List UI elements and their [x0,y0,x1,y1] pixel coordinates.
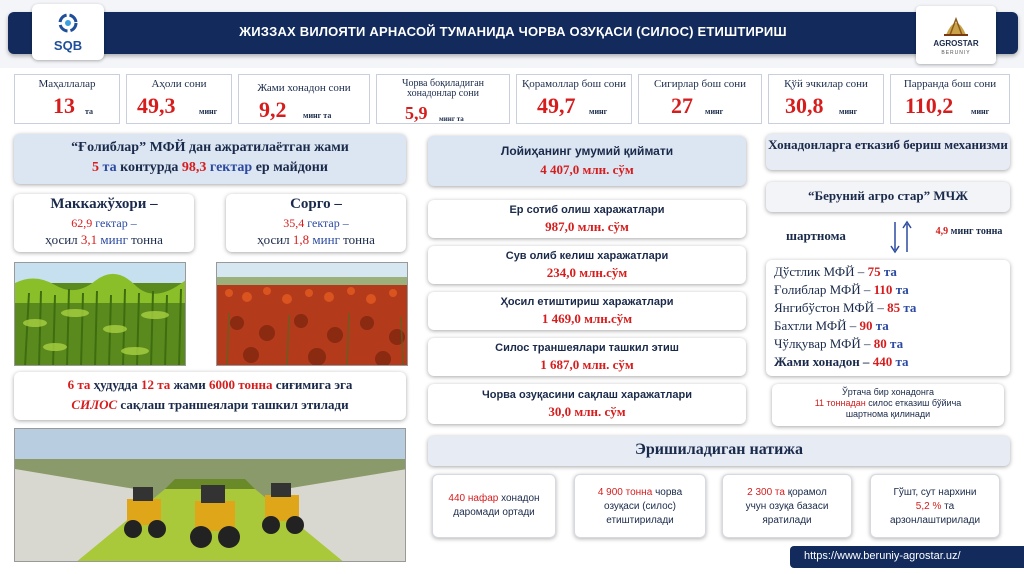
distribution-name: Бахтли МФЙ – [774,318,857,333]
stat-label: Аҳоли сони [151,78,207,90]
sqb-logo[interactable] [32,4,104,60]
crop-area-unit: гектар – [307,216,349,230]
stat-label: Парранда бош сони [903,78,997,90]
cost-label: Ер сотиб олиш харажатлари [509,204,665,216]
distribution-item [774,264,897,280]
stat-value: 27 [671,93,693,118]
distribution-name: Чўлқувар МФЙ – [774,336,871,351]
result-line1 [575,487,705,498]
average-line3: шартнома қилинади [845,409,931,419]
stat-label: Қорамоллар бош сони [521,78,627,90]
cost-value: 1 687,0 млн. сўм [540,357,634,372]
crop-harvest-unit: минг [312,232,340,247]
sqb-logo-icon [57,12,79,34]
result-line2: учун озуқа базаси [745,501,829,512]
cost-value: 1 469,0 млн.сўм [541,311,633,326]
result-text1: қорамол [787,487,827,498]
agrostar-logo-icon [942,11,970,37]
stat-unit: минг [705,107,724,116]
stat-unit: минг та [439,115,464,123]
distribution-value: 80 [873,336,887,351]
footer-url-bar[interactable] [790,546,1024,568]
stat-unit: минг та [303,111,332,120]
trench-t1: ҳудудда [93,377,138,392]
result-line2: даромади ортади [453,507,535,518]
distribution-item [774,318,889,334]
crop-harvest-unit: минг [100,232,128,247]
stat-label: Чорва боқиладиган хонадонлар сони [401,78,485,99]
result-red: 4 900 тонна [597,487,653,498]
title-banner [8,12,1018,54]
cost-label: Лойиҳанинг умумий қиймати [500,144,674,158]
result-text1: хонадон [501,493,540,504]
crop-name: Сорго – [290,196,342,212]
cost-value: 234,0 млн.сўм [546,265,628,280]
crop-area-unit: гектар – [95,216,137,230]
land-line2 [14,160,406,176]
delivery-mechanism-header [766,134,1010,170]
cost-label: Силос траншеялари ташкил этиш [495,342,679,354]
average-box [772,384,1004,426]
cost-label: Чорва озуқасини сақлаш харажатлари [482,389,692,401]
agrostar-logo-sub: BERUNIY [941,50,971,56]
footer-url-link[interactable]: https://www.beruniy-agrostar.uz/ [804,550,961,562]
distribution-value: 440 [872,354,893,369]
average-line2 [772,398,1004,409]
stats-row [14,74,1010,124]
crop-area-value: 62,9 [71,216,93,230]
average-red: 11 тоннадан [814,398,866,408]
result-line3: арзонлаштирилади [889,515,981,526]
stat-unit: минг [839,107,858,116]
land-area-unit: гектар [209,160,253,175]
stat-unit: минг [971,107,990,116]
crop-harvest-value: 3,1 [80,232,98,247]
distribution-unit: та [895,354,909,369]
delivery-title: Хонадонларга етказиб бериш механизми [768,137,1008,152]
distribution-unit: та [875,318,889,333]
sqb-logo-text: SQB [53,38,83,53]
contract-amount [934,226,1004,238]
distribution-list [766,260,1010,376]
stat-chorva-honadon [376,74,510,124]
cost-label: Ҳосил етиштириш харажатлари [500,296,674,308]
trench-line1 [14,377,406,393]
result-line2: озуқаси (силос) [604,501,676,512]
stat-value: 9,2 [259,97,287,122]
distribution-unit: та [895,282,909,297]
crop-harvest-pre: ҳосил [45,232,78,247]
stat-value: 5,9 [405,103,428,123]
cost-storage-box [428,384,746,424]
result-card-price [870,474,1000,538]
crop-harvest-post: тонна [131,232,163,247]
stat-qoy-echki [768,74,884,124]
stat-label: Маҳаллалар [38,78,96,90]
result-line1 [723,487,851,498]
result-line3: яратилади [762,515,812,526]
distribution-name: Жами хонадон – [774,354,870,369]
company-box [766,182,1010,212]
crop-corn-box [14,194,194,252]
corn-field-image [15,263,186,366]
result-red: 2 300 та [747,487,785,498]
land-area: 98,3 [181,160,207,175]
trench-t3: сиғимига эга [275,377,353,392]
distribution-unit: та [903,300,917,315]
distribution-value: 90 [859,318,873,333]
results-title: Эришиладиган натижа [635,441,803,458]
distribution-value: 85 [887,300,901,315]
result-line1: Гўшт, сут нархини [893,487,977,498]
silage-trench-photo [14,428,406,562]
cost-value: 4 407,0 млн. сўм [540,162,634,177]
silage-trench-image [15,429,406,562]
result-line2 [871,501,999,512]
distribution-value: 110 [873,282,893,297]
trench-n3: 6000 тонна [209,377,273,392]
distribution-item [774,282,909,298]
crop-area [226,216,406,231]
crop-harvest-value: 1,8 [292,232,310,247]
stat-unit: минг [589,107,608,116]
result-card-feed-base [722,474,852,538]
result-card-silage [574,474,706,538]
land-tail: ер майдони [255,160,328,175]
distribution-value: 75 [867,264,881,279]
result-red: 440 нафар [448,493,499,504]
trench-t4: сақлаш траншеялари ташкил этилади [120,397,349,412]
distribution-item [774,300,916,316]
trench-n1: 6 та [67,377,91,392]
stat-qoramollar [516,74,632,124]
stat-mahallalar [14,74,120,124]
corn-field-photo [14,262,186,366]
stat-value: 110,2 [905,93,954,118]
stat-honadon [238,74,370,124]
stat-value: 49,3 [137,93,176,118]
stat-value: 30,8 [785,93,824,118]
cost-water-box [428,246,746,284]
header [0,0,1024,68]
crop-harvest-pre: ҳосил [257,232,290,247]
page-title: ЖИЗЗАХ ВИЛОЯТИ АРНАСОЙ ТУМАНИДА ЧОРВА ОЗУҚАСИ (СИЛОС) ЕТИШТИРИШ [239,24,787,39]
crop-name: Маккажўхори – [50,196,158,212]
agrostar-logo[interactable] [916,6,996,64]
distribution-unit: та [890,336,904,351]
average-text: силос етказиш бўйича [868,398,962,408]
result-card-income [432,474,556,538]
trench-t2: жами [173,377,206,392]
distribution-unit: та [883,264,897,279]
results-header [428,436,1010,466]
cost-label: Сув олиб келиш харажатлари [505,250,669,262]
company-name: “Беруний агро стар” МЧЖ [808,188,968,203]
stat-label: Сигирлар бош сони [653,78,747,90]
trench-n2: 12 та [140,377,171,392]
crop-area-value: 35,4 [283,216,305,230]
cost-trench-box [428,338,746,376]
stat-value: 13 [53,93,75,118]
sorghum-field-image [217,263,408,366]
distribution-name: Ғолиблар МФЙ – [774,282,871,297]
contract-label: шартнома [786,228,846,243]
trench-word: СИЛОС [71,397,118,412]
stat-value: 49,7 [537,93,576,118]
contract-amount-value: 4,9 [935,226,949,237]
crop-harvest [226,232,406,248]
land-count: 5 [92,160,100,175]
distribution-total [774,354,908,370]
result-text2: та [944,501,955,512]
agrostar-logo-text: AGROSTAR [933,39,979,48]
trench-line2 [14,397,406,413]
stat-aholi [126,74,232,124]
crop-harvest [14,232,194,248]
crop-sorghum-box [226,194,406,252]
stat-unit: минг [199,107,218,116]
distribution-item [774,336,903,352]
land-allocation-box [14,134,406,184]
cost-value: 987,0 млн. сўм [545,219,629,234]
average-line1: Ўртача бир хонадонга [842,387,934,397]
result-line3: етиштирилади [606,515,674,526]
distribution-name: Янгибўстон МФЙ – [774,300,884,315]
contract-amount-unit: минг тонна [950,226,1003,237]
stat-sigirlar [638,74,762,124]
stat-label: Қўй эчкилар сони [784,78,868,90]
stat-parranda [890,74,1010,124]
cost-value: 30,0 млн. сўм [548,404,626,419]
cost-land-box [428,200,746,238]
land-line1: “Ғолиблар” МФЙ дан ажратилаётган жами [71,140,349,155]
stat-label: Жами хонадон сони [257,82,351,94]
cost-total-box [428,136,746,186]
crop-area [14,216,194,231]
trench-box [14,372,406,420]
sorghum-field-photo [216,262,408,366]
exchange-arrows-icon [886,218,916,256]
result-red: 5,2 % [915,501,942,512]
distribution-name: Дўстлик МФЙ – [774,264,865,279]
land-mid: контурда [120,160,179,175]
crop-harvest-post: тонна [343,232,375,247]
result-text1: чорва [655,487,683,498]
result-line1 [433,493,555,504]
stat-unit: та [85,107,94,116]
land-count-unit: та [102,160,117,175]
cost-harvest-box [428,292,746,330]
